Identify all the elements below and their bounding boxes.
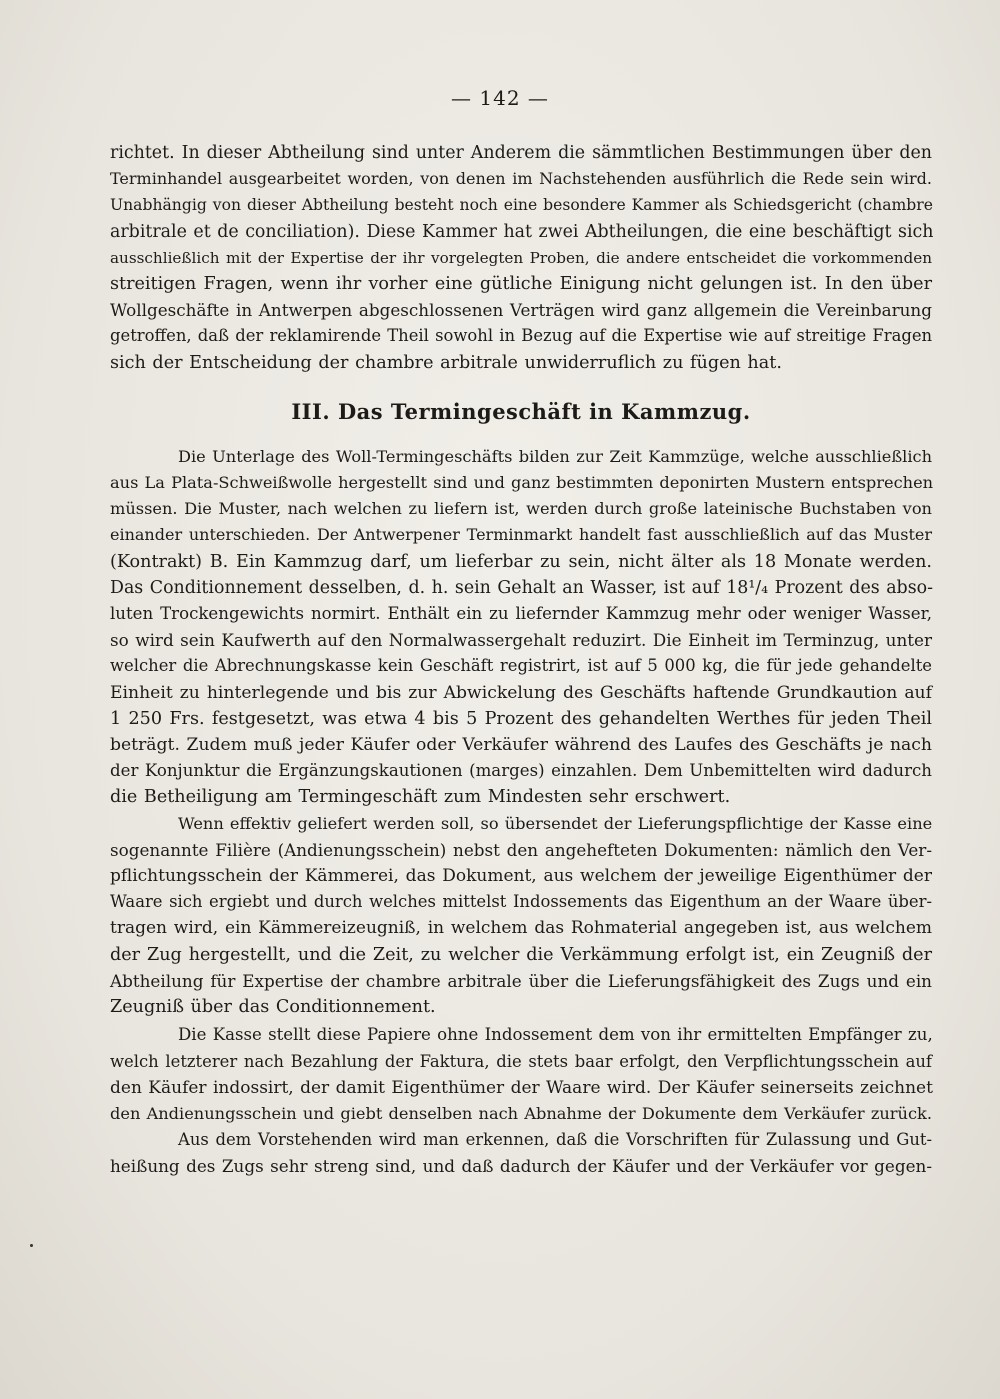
paragraph-1 <box>110 140 932 376</box>
text-line: (Kontrakt) B. Ein Kammzug darf, um lieferbar zu sein, nicht älter als 18 Monate werden. <box>110 551 932 572</box>
text-line: beträgt. Zudem muß jeder Käufer oder Verkäufer während des Laufes des Geschäfts je nach <box>110 735 932 756</box>
text-line: so wird sein Kaufwerth auf den Normalwassergehalt reduzirt. Die Einheit im Terminzug, unter <box>110 630 932 651</box>
text-line: sich der Entscheidung der chambre arbitrale unwiderruflich zu fügen hat. <box>110 352 782 373</box>
text-line: luten Trockengewichts normirt. Enthält ein zu liefernder Kammzug mehr oder weniger Wasser, <box>110 604 932 624</box>
text-line: 1 250 Frs. festgesetzt, was etwa 4 bis 5 Prozent des gehandelten Werthes für jeden Theil <box>110 708 932 729</box>
text-line: Wollgeschäfte in Antwerpen abgeschlossenen Verträgen wird ganz allgemein die Vereinbarung <box>110 300 932 321</box>
paragraph-4 <box>110 1022 932 1127</box>
section-heading: III. Das Termingeschäft in Kammzug. <box>291 398 751 424</box>
text-line: pflichtungsschein der Kämmerei, das Dokument, aus welchem der jeweilige Eigenthümer der <box>110 866 932 887</box>
text-line: Zeugniß über das Conditionnement. <box>110 997 436 1018</box>
paragraph-2 <box>110 444 932 811</box>
page-body <box>110 140 932 1180</box>
text-line: Einheit zu hinterlegende und bis zur Abwickelung des Geschäfts haftende Grundkaution auf <box>110 682 932 703</box>
text-line: müssen. Die Muster, nach welchen zu liefern ist, werden durch große lateinische Buchstaben von <box>110 499 932 519</box>
paragraph-5 <box>110 1127 932 1179</box>
text-line: einander unterschieden. Der Antwerpener Terminmarkt handelt fast ausschließlich auf das Muster <box>110 525 932 545</box>
text-line: welcher die Abrechnungskasse kein Geschäft registrirt, ist auf 5 000 kg, die für jede gehandelte <box>110 656 932 676</box>
text-line: arbitrale et de conciliation). Diese Kammer hat zwei Abtheilungen, die eine beschäftigt sich <box>110 221 934 242</box>
text-line: Terminhandel ausgearbeitet worden, von denen im Nachstehenden ausführlich die Rede sein wird. <box>110 169 932 189</box>
text-line: Waare sich ergiebt und durch welches mittelst Indossements das Eigenthum an der Waare über- <box>110 892 932 912</box>
text-line: welch letzterer nach Bezahlung der Faktura, die stets baar erfolgt, den Verpflichtungsschein auf <box>110 1051 932 1071</box>
page-number: — 142 — <box>451 86 549 110</box>
text-line: Abtheilung für Expertise der chambre arbitrale über die Lieferungsfähigkeit des Zugs und ein <box>110 970 932 991</box>
text-line: heißung des Zugs sehr streng sind, und daß dadurch der Käufer und der Verkäufer vor gegen- <box>110 1156 932 1177</box>
text-line: getroffen, daß der reklamirende Theil sowohl in Bezug auf die Expertise wie auf streitige Fragen <box>110 326 933 346</box>
text-line: Aus dem Vorstehenden wird man erkennen, daß die Vorschriften für Zulassung und Gut- <box>178 1130 932 1150</box>
text-line: Die Unterlage des Woll-Termingeschäfts bilden zur Zeit Kammzüge, welche ausschließlich <box>178 446 932 466</box>
text-line: der Konjunktur die Ergänzungskautionen (marges) einzahlen. Dem Unbemittelten wird dadurch <box>110 761 932 781</box>
text-line: aus La Plata-Schweißwolle hergestellt sind und ganz bestimmten deponirten Mustern entsprechen <box>110 473 934 493</box>
text-line: ausschließlich mit der Expertise der ihr vorgelegten Proben, die andere entscheidet die vorkommenden <box>110 248 932 267</box>
text-line: sogenannte Filière (Andienungsschein) nebst den angehefteten Dokumenten: nämlich den Ver- <box>110 839 932 860</box>
text-line: Die Kasse stellt diese Papiere ohne Indossement dem von ihr ermittelten Empfänger zu, <box>178 1025 933 1045</box>
text-line: den Käufer indossirt, der damit Eigenthümer der Waare wird. Der Käufer seinerseits zeichnet <box>110 1077 933 1098</box>
ink-speck <box>30 1244 33 1247</box>
text-line: Unabhängig von dieser Abtheilung besteht noch eine besondere Kammer als Schiedsgericht (chambre <box>110 196 933 215</box>
text-line: richtet. In dieser Abtheilung sind unter Anderem die sämmtlichen Bestimmungen über den <box>110 143 932 163</box>
text-line: der Zug hergestellt, und die Zeit, zu welcher die Verkämmung erfolgt ist, ein Zeugniß der <box>110 944 932 965</box>
text-line: Das Conditionnement desselben, d. h. sein Gehalt an Wasser, ist auf 18¹/₄ Prozent des abso- <box>110 577 933 598</box>
text-line: streitigen Fragen, wenn ihr vorher eine gütliche Einigung nicht gelungen ist. In den über <box>110 274 932 295</box>
text-line: die Betheiligung am Termingeschäft zum Mindesten sehr erschwert. <box>110 787 731 808</box>
paragraph-3 <box>110 811 932 1021</box>
text-line: Wenn effektiv geliefert werden soll, so übersendet der Lieferungspflichtige der Kasse eine <box>178 813 933 833</box>
text-line: tragen wird, ein Kämmereizeugniß, in welchem das Rohmaterial angegeben ist, aus welchem <box>110 918 932 939</box>
text-line: den Andienungsschein und giebt denselben nach Abnahme der Dokumente dem Verkäufer zurück. <box>110 1103 932 1123</box>
